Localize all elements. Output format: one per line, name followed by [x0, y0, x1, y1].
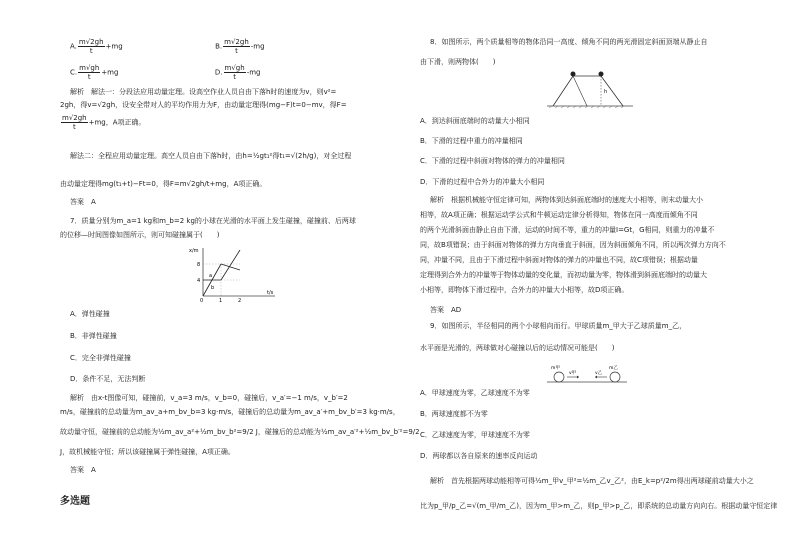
question-8-solution-line-5: 同，冲量不同，且由于下滑过程中斜面对物体的弹力的冲量也不同，故C项错误；根据动量: [420, 256, 698, 264]
ball-yi: [610, 372, 620, 382]
ball-left: [571, 72, 576, 77]
question-7-option-d: D．条件不足，无法判断: [70, 375, 146, 383]
incline-left: [553, 76, 573, 106]
question-7-line-1: 7．质量分别为m_a=1 kg和m_b=2 kg的小球在光滑的水平面上发生碰撞，碰撞前、后两球: [70, 217, 356, 225]
question-7-option-c: C．完全非弹性碰撞: [70, 354, 131, 362]
question-7-option-a: A．弹性碰撞: [70, 310, 110, 318]
graph-x-tick-2: 2: [238, 298, 242, 304]
option-d-fraction: $\frac{m√gh}{t}$: [224, 64, 245, 81]
ball-jia: [554, 372, 564, 382]
question-8-solution-line-4: 同，故B项错误；由于斜面对物体的弹力方向垂直于斜面，因为斜面倾角不同，所以两次弹力方向不: [420, 241, 726, 249]
incline-inner-left: [573, 76, 587, 106]
question-7-solution-line-1: 解析 由x-t图像可知，碰撞前，v_a=3 m/s，v_b=0，碰撞后，v_a′=−1 m/s，v_b′=2: [70, 394, 348, 402]
solution-1-line-3: $\frac{m√2gh}{t}$ +mg，A项正确。: [62, 114, 146, 131]
question-8-solution-line-3: 的两个光滑斜面由静止自由下滑，运动的时间不等，重力的冲量I=Gt，G相同，则重力的冲量不: [420, 226, 715, 234]
question-9-option-b: B．两球速度都不为零: [420, 410, 488, 418]
options-a-b: A. $\frac{m√2gh}{t}$ +mg B. $\frac{m√2gh}{t}$ -mg: [70, 38, 265, 55]
ball-right: [599, 72, 604, 77]
answer-8: 答案 AD: [430, 306, 462, 314]
graph-x-tick-1: 1: [219, 298, 223, 304]
option-a-fraction: $\frac{m√2gh}{t}$: [78, 38, 104, 55]
section-heading: 多选题: [60, 496, 90, 507]
question-8-option-c: C．下滑的过程中斜面对物体的弹力的冲量相同: [420, 157, 565, 165]
question-8-option-d: D．下滑的过程中合外力的冲量大小相同: [420, 178, 545, 186]
question-7-solution-line-4: J，故机械能守恒；所以该碰撞属于弹性碰撞，A项正确。: [60, 448, 235, 456]
options-c-d: C. $\frac{m√gh}{t}$ +mg D. $\frac{m√gh}{t}$ -mg: [70, 64, 261, 81]
graph-y-tick-4: 4: [197, 278, 201, 284]
option-b-letter: B.: [215, 42, 223, 51]
ball-yi-label: m乙: [609, 366, 618, 371]
question-7-line-2: 的位移—时间图像如图所示，则可知碰撞属于( ): [60, 231, 220, 239]
question-9-option-d: D．两球都以各自原来的速率反向运动: [420, 452, 538, 460]
question-9-option-a: A．甲球速度为零，乙球速度不为零: [420, 389, 530, 397]
answer-6: 答案 A: [70, 198, 96, 206]
option-c-fraction: $\frac{m√gh}{t}$: [79, 64, 100, 81]
ball-jia-label: m甲: [551, 366, 560, 371]
question-7-solution-line-3: 故动量守恒，碰撞前的总动能为½m_av_a²+½m_bv_b²=9/2 J，碰撞后的总动能为½m_av_a′²+½m_bv_b′²=9/2: [60, 428, 420, 436]
graph-tag-b: b: [211, 285, 215, 291]
graph-y-label: x/m: [189, 248, 199, 254]
height-label: h: [604, 89, 608, 95]
question-8-line-1: 8．如图所示，两个质量相等的物体沿同一高度、倾角不同的两光滑固定斜面顶端从静止自: [430, 38, 708, 46]
question-8-option-a: A．到达斜面底端时的动量大小相同: [420, 117, 530, 125]
question-9-option-c: C．乙球速度为零，甲球速度不为零: [420, 431, 530, 439]
right-column: [420, 0, 778, 560]
left-column: [60, 0, 420, 560]
v-jia-label: v甲: [569, 371, 577, 376]
arrow-jia-head: [577, 376, 579, 379]
question-9-solution-line-2: 比为p_甲/p_乙=√(m_甲/m_乙)，因为m_甲>m_乙，则p_甲>p_乙，即系统的总动量方向向右。根据动量守恒定律: [420, 502, 778, 510]
question-7-option-b: B．非弹性碰撞: [70, 332, 117, 340]
question-8-option-b: B．下滑的过程中重力的冲量相同: [420, 137, 523, 145]
graph-tag-a: a: [209, 273, 213, 279]
solution-1-line-1: 解析 解法一：分段法应用动量定理。设高空作业人员自由下落h时的速度为v，则v²=: [70, 88, 337, 96]
question-8-solution-line-6: 定理得到合外力的冲量等于物体动量的变化量，而初动量为零，物体滑到斜面底端时的动量大: [420, 271, 707, 279]
question-9-solution-line-1: 解析 首先根据两球动能相等可得½m_甲v_甲²=½m_乙v_乙²，由E_k=p²/2m得出两球碰前动量大小之: [430, 477, 754, 485]
graph-y-tick-8: 8: [197, 262, 201, 268]
question-8-solution-line-7: 小相等，即物体下滑过程中，合外力的冲量大小相等，故D项正确。: [420, 286, 629, 294]
question-7-solution-line-2: m/s，碰撞前的总动量为m_av_a+m_bv_b=3 kg·m/s，碰撞后的总动量为m_av_a′+m_bv_b′=3 kg·m/s，: [60, 408, 400, 416]
solution-2-line-2: 由动量定理得mg(t₁+t)−Ft=0，得F=m√2gh/t+mg，A项正确。: [60, 180, 267, 188]
answer-7: 答案 A: [70, 466, 96, 474]
graph-x-label: t/s: [267, 290, 274, 296]
question-8-solution-line-1: 解析 根据机械能守恒定律可知，两物体到达斜面底端时的速度大小相等，则末动量大小: [430, 196, 703, 204]
question-9-line-2: 水平面是光滑的，两球做对心碰撞以后的运动情况可能是( ): [420, 344, 615, 352]
inclines-figure: [545, 68, 635, 110]
option-c-letter: C.: [70, 68, 78, 77]
solution-1-line-2: 2gh，得v=√2gh，设安全带对人的平均作用力为F，由动量定理得(mg−F)t=0−mv，得F=: [60, 101, 347, 109]
collision-figure: [545, 362, 630, 386]
option-a-letter: A.: [70, 42, 77, 51]
option-d-letter: D.: [214, 68, 223, 77]
solution-2-line-1: 解法二：全程应用动量定理。高空人员自由下落h时，由h=½gt₁²得t₁=√(2h/g)，对全过程: [70, 152, 352, 160]
question-9-line-1: 9．如图所示，半径相同的两个小球相向而行。甲球质量m_甲大于乙球质量m_乙，: [430, 322, 687, 330]
question-8-line-2: 由下滑，则两物体( ): [420, 58, 496, 66]
v-yi-label: v乙: [595, 371, 603, 376]
option-b-fraction: $\frac{m√2gh}{t}$: [224, 38, 249, 55]
question-8-solution-line-2: 相等，故A项正确；根据运动学公式和牛顿运动定律分析得知，物体在同一高度而倾角不同: [420, 211, 698, 219]
graph-x-tick-0: 0: [200, 298, 204, 304]
xt-graph: [185, 244, 280, 304]
